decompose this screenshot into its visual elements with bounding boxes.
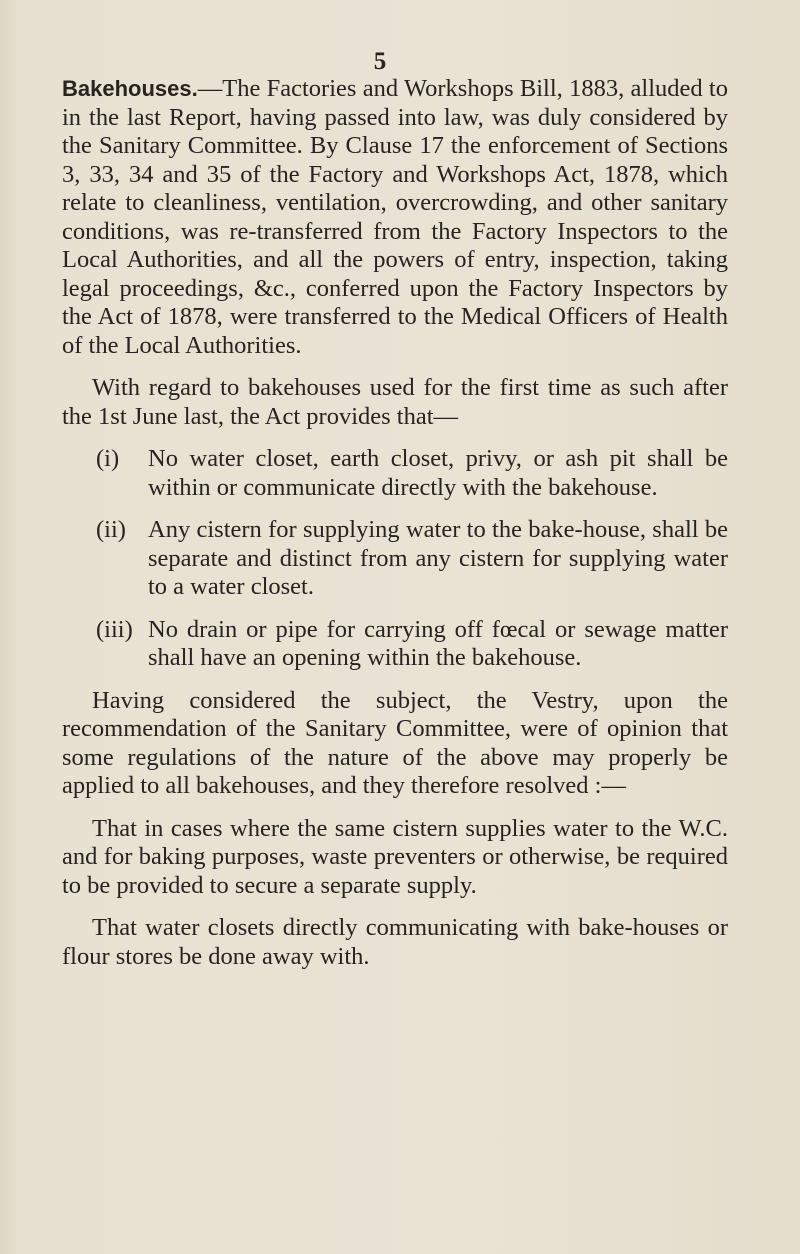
provision-text: Any cistern for supplying water to the bake-house, shall be separate and distinct from any cistern for supplying water to a water closet. <box>148 516 728 600</box>
provision-number: (iii) <box>96 615 133 643</box>
provision-text: No water closet, earth closet, privy, or ash pit shall be within or communicate directly with the bakehouse. <box>148 445 728 501</box>
intro-paragraph <box>62 75 728 360</box>
provision-number: (i) <box>96 445 120 472</box>
provision-item <box>62 445 728 502</box>
regard-paragraph: With regard to bakehouses used for the first time as such after the 1st June last, the Act provides that— <box>62 374 728 430</box>
body-text <box>62 75 728 971</box>
resolution-cistern: That in cases where the same cistern supplies water to the W.C. and for baking purposes, waste preventers or otherwise, be required to be provided to secure a separate supply. <box>62 814 728 899</box>
resolution-water-closets: That water closets directly communicating with bake-houses or flour stores be done away with. <box>62 914 728 970</box>
intro-body: —The Factories and Workshops Bill, 1883, alluded to in the last Report, having passed into law, was duly considered by the Sanitary Committee. By Clause 17 the enforcement of Sections 3, 33, 34 and 35 of the Factory and Workshops Act, 1878, which relate to cleanliness, ventilation, overcrowding, and other sanitary conditions, was re-transferred from the Factory Inspectors to the Local Authorities, and all the powers of entry, inspection, taking legal proceedings, &c., conferred upon the Factory Inspectors by the Act of 1878, were transferred to the Medical Officers of Health of the Local Authorities. <box>62 75 728 359</box>
section-heading: Bakehouses. <box>62 76 198 101</box>
provision-text: No drain or pipe for carrying off fœcal or sewage matter shall have an opening within the bakehouse. <box>148 615 728 671</box>
provision-item <box>62 616 728 673</box>
page-number: 5 <box>373 48 387 75</box>
resolution-paragraph: Having considered the subject, the Vestry, upon the recommendation of the Sanitary Committee, were of opinion that some regulations of the nature of the above may properly be applied to all bakehouses, and they therefore resolved :— <box>62 686 728 799</box>
provision-number: (ii) <box>96 516 126 543</box>
provision-item <box>62 516 728 602</box>
